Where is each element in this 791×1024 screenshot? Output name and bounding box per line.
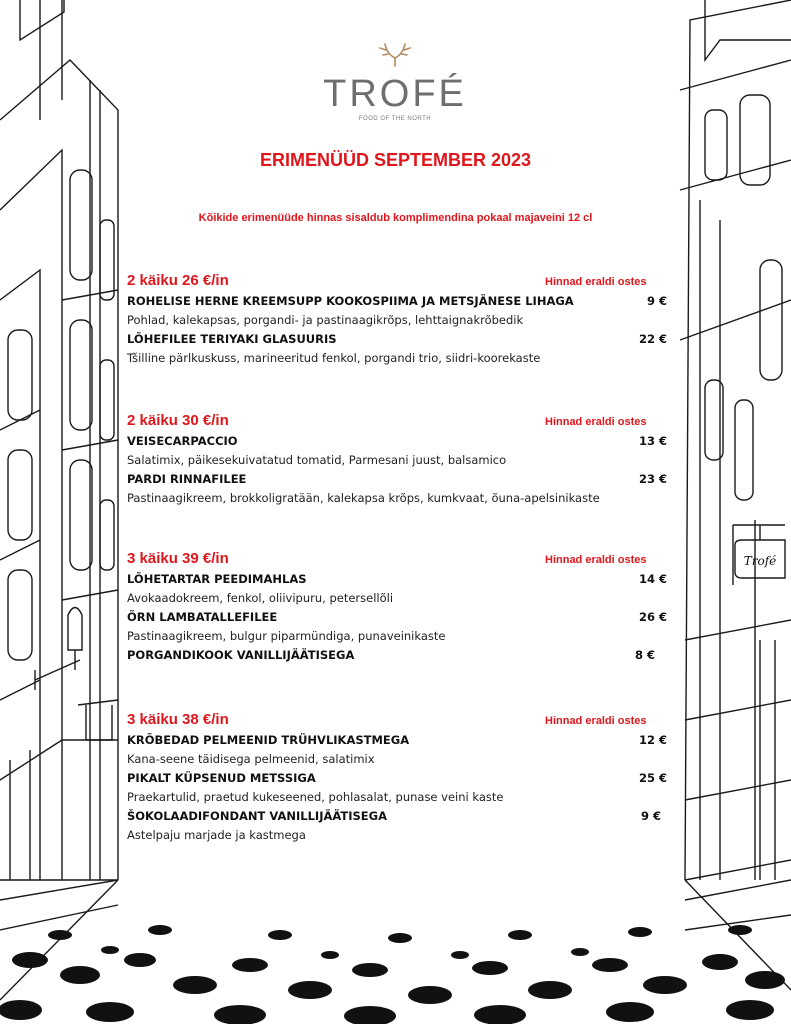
dish-row <box>127 771 667 790</box>
dish-price: 9 € <box>646 294 667 308</box>
dish-price: 8 € <box>634 648 655 662</box>
dish-description: Salatimix, päikesekuivatatud tomatid, Parmesani juust, balsamico <box>127 453 507 467</box>
dish-description: Pohlad, kalekapsas, porgandi- ja pastinaagikrõps, lehttaignakrõbedik <box>127 313 524 327</box>
sign-text: Trofé <box>743 554 777 568</box>
dish-row <box>127 648 667 667</box>
dish-price: 26 € <box>638 610 667 624</box>
dish-name: PIKALT KÜPSENUD METSSIGA <box>127 771 316 785</box>
dish-name: PORGANDIKOOK VANILLIJÄÄTISEGA <box>127 648 355 662</box>
dish-name: ŠOKOLAADIFONDANT VANILLIJÄÄTISEGA <box>127 809 388 823</box>
dish-description: Avokaadokreem, fenkol, oliivipuru, petersellõli <box>127 591 394 605</box>
dish-row <box>127 733 667 752</box>
dish-description: Tšilline pärlkuskuss, marineeritud fenkol, porgandi trio, siidri-koorekaste <box>127 351 541 365</box>
dish-name: PARDI RINNAFILEE <box>127 472 247 486</box>
course-price: 2 käiku 26 €/in <box>127 272 229 289</box>
wine-notice: Kõikide erimenüüde hinnas sisaldub komplimendina pokaal majaveini 12 cl <box>198 212 593 224</box>
antler-icon <box>375 40 415 68</box>
dish-price: 23 € <box>638 472 667 486</box>
dish-price: 14 € <box>638 572 667 586</box>
course-price: 3 käiku 39 €/in <box>127 550 229 567</box>
dish-description: Pastinaagikreem, bulgur piparmündiga, punaveinikaste <box>127 629 446 643</box>
dish-row <box>127 610 667 629</box>
dish-row <box>127 572 667 591</box>
dish-name: LÕHEFILEE TERIYAKI GLASUURIS <box>127 332 337 346</box>
dish-name: VEISECARPACCIO <box>127 434 238 448</box>
menu-section <box>127 272 667 370</box>
course-price: 2 käiku 30 €/in <box>127 412 229 429</box>
dish-price: 9 € <box>640 809 661 823</box>
dish-name: KRÕBEDAD PELMEENID TRÜHVLIKASTMEGA <box>127 733 410 747</box>
menu-section <box>127 550 667 667</box>
dish-row <box>127 332 667 351</box>
dish-description: Kana-seene täidisega pelmeenid, salatimix <box>127 752 375 766</box>
dish-price: 25 € <box>638 771 667 785</box>
logo-wordmark: TROFÉ <box>323 73 467 115</box>
dish-row <box>127 809 667 828</box>
separate-prices-label: Hinnad eraldi ostes <box>545 554 647 566</box>
separate-prices-label: Hinnad eraldi ostes <box>545 416 647 428</box>
dish-name: ÕRN LAMBATALLEFILEE <box>127 610 278 624</box>
dish-row <box>127 434 667 453</box>
dish-row <box>127 472 667 491</box>
dish-price: 22 € <box>638 332 667 346</box>
dish-name: ROHELISE HERNE KREEMSUPP KOOKOSPIIMA JA METSJÄNESE LIHAGA <box>127 294 574 308</box>
dish-price: 12 € <box>638 733 667 747</box>
course-price: 3 käiku 38 €/in <box>127 711 229 728</box>
restaurant-logo <box>300 40 490 122</box>
menu-section <box>127 711 667 847</box>
dish-description: Pastinaagikreem, brokkoligratään, kalekapsa krõps, kumkvaat, õuna-apelsinikaste <box>127 491 600 505</box>
dish-row <box>127 294 667 313</box>
dish-description: Astelpaju marjade ja kastmega <box>127 828 306 842</box>
menu-section <box>127 412 667 510</box>
page-title: ERIMENÜÜD SEPTEMBER 2023 <box>259 150 532 170</box>
separate-prices-label: Hinnad eraldi ostes <box>545 715 647 727</box>
dish-name: LÕHETARTAR PEEDIMAHLAS <box>127 572 307 586</box>
logo-tagline: FOOD OF THE NORTH <box>358 116 432 122</box>
dish-price: 13 € <box>638 434 667 448</box>
separate-prices-label: Hinnad eraldi ostes <box>545 276 647 288</box>
dish-description: Praekartulid, praetud kukeseened, pohlasalat, punase veini kaste <box>127 790 504 804</box>
